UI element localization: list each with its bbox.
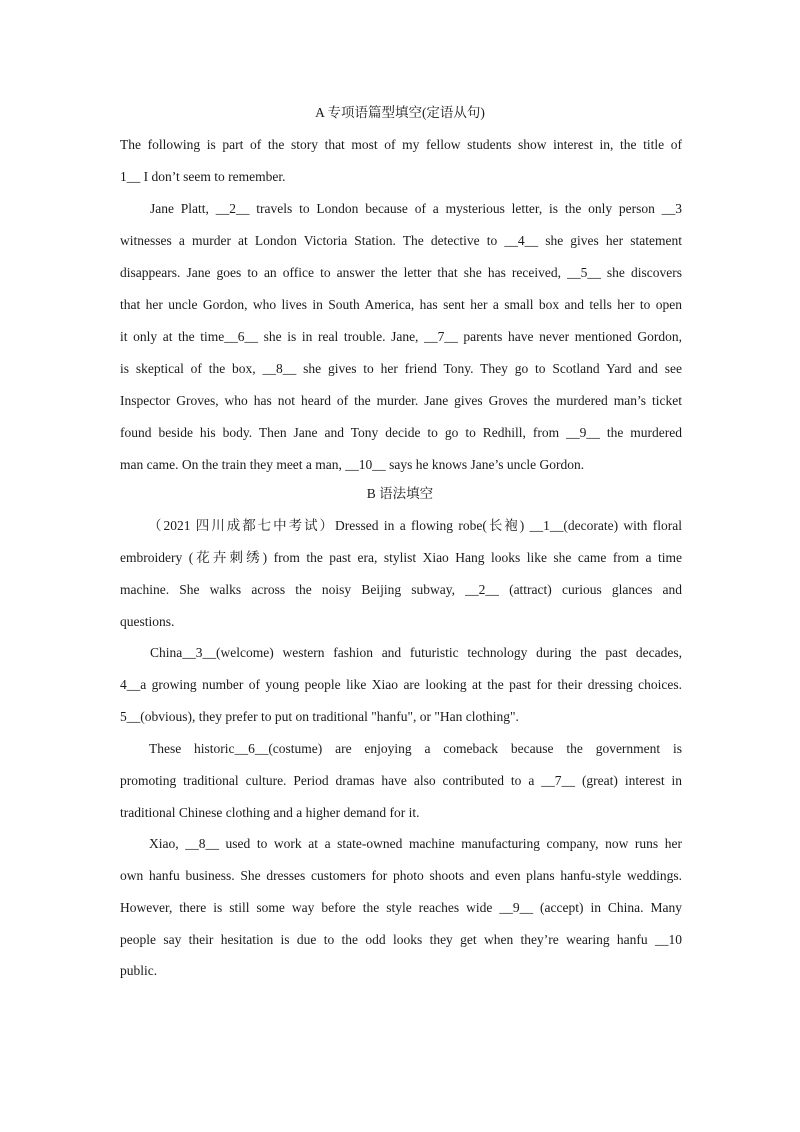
section-b-line-1 [148,516,682,536]
text: The following is part of the story that most of my fellow students show interest in, the title of [120,137,682,152]
blank-6: __6__ [224,329,258,344]
blank-1: __1__ [529,518,564,533]
blank-2: __2__ [465,582,499,597]
blank-7: __7__ [541,773,576,788]
section-b-line-15 [120,961,682,981]
text: （2021 四川成都七中考试）Dressed in a flowing robe(长袍) [148,518,530,533]
section-b-line-3 [120,580,682,600]
blank-6: __6__ [234,741,269,756]
blank-4: __4__ [504,233,539,248]
blank-2: __2__ [215,201,250,216]
section-a-line-8 [120,359,682,379]
section-a-line-11 [120,455,682,475]
text: (attract) curious glances and [498,582,682,597]
section-b-line-6 [120,675,682,695]
section-b-line-11 [149,834,682,854]
text: she discovers [600,265,683,280]
section-b-line-2 [120,548,682,568]
text: man came. On the train they meet a man, [120,457,346,472]
text: I don’t seem to remember. [140,169,286,184]
text: a growing number of young people like Xiao are looking at the past for their dressing choices. [140,677,682,692]
text: is skeptical of the box, [120,361,263,376]
section-a-line-9 [120,391,682,411]
blank-4: 4__ [120,677,141,692]
text: (welcome) western fashion and futuristic technology during the past decades, [216,645,682,660]
text: found beside his body. Then Jane and Tony decide to go to Redhill, from [120,425,567,440]
section-a-line-2 [120,167,682,187]
blank-10: __10 [655,932,682,947]
text: says he knows Jane’s uncle Gordon. [385,457,585,472]
text: China [150,645,183,660]
blank-9: __9__ [566,425,600,440]
text: embroidery (花卉刺绣) from the past era, stylist Xiao Hang looks like she came from a time [120,550,682,565]
text: people say their hesitation is due to the odd looks they get when they’re wearing hanfu [120,932,655,947]
section-b-line-5 [150,643,682,663]
text: she gives to her friend Tony. They go to Scotland Yard and see [296,361,683,376]
section-b-line-7 [120,707,682,727]
text: Xiao, [149,836,186,851]
blank-3: __3__ [182,645,216,660]
text: disappears. Jane goes to an office to answer the letter that she has received, [120,265,568,280]
section-b-line-12 [120,866,682,886]
text: used to work at a state-owned machine manufacturing company, now runs her [218,836,682,851]
section-b-line-13 [120,898,682,918]
text: machine. She walks across the noisy Beijing subway, [120,582,466,597]
section-b-line-9 [120,771,682,791]
blank-10: __10__ [345,457,386,472]
blank-3: __3 [661,201,682,216]
blank-9: __9__ [499,900,534,915]
text: These historic [149,741,235,756]
blank-1: 1__ [120,169,141,184]
text: own hanfu business. She dresses customers for photo shoots and even plans hanfu-style weddings. [120,868,682,883]
text: traditional Chinese clothing and a higher demand for it. [120,805,420,820]
text: Jane Platt, [150,201,216,216]
section-a-line-5 [120,263,682,283]
text: (obvious), they prefer to put on traditional "hanfu", or "Han clothing". [140,709,519,724]
section-a-line-4 [120,231,682,251]
text: (costume) are enjoying a comeback because the government is [268,741,682,756]
text: Inspector Groves, who has not heard of the murder. Jane gives Groves the murdered man’s ticket [120,393,682,408]
text: public. [120,963,158,978]
section-b-line-8 [149,739,682,759]
text: the murdered [599,425,683,440]
text: travels to London because of a mysterious letter, is the only person [249,201,662,216]
section-b-line-14 [120,930,682,950]
section-b-title: B 语法填空 [366,486,434,501]
section-a-line-10 [120,423,682,443]
text: she gives her statement [538,233,682,248]
section-a-title: A 专项语篇型填空(定语从句) [315,105,485,120]
text: witnesses a murder at London Victoria Station. The detective to [120,233,505,248]
text: it only at the time [120,329,225,344]
blank-7: __7__ [424,329,458,344]
text: However, there is still some way before the style reaches wide [120,900,500,915]
text: she is in real trouble. Jane, [257,329,425,344]
blank-5: 5__ [120,709,141,724]
section-a-line-3 [150,199,682,219]
section-a-line-6 [120,295,682,315]
text: questions. [120,614,175,629]
text: (decorate) with floral [563,518,682,533]
section-a-line-1 [120,135,682,155]
text: parents have never mentioned Gordon, [457,329,682,344]
section-b-line-4 [120,612,682,632]
section-b-line-10 [120,803,682,823]
section-a-line-7 [120,327,682,347]
text: that her uncle Gordon, who lives in South America, has sent her a small box and tells her to open [120,297,682,312]
text: (great) interest in [575,773,682,788]
text: promoting traditional culture. Period dramas have also contributed to a [120,773,542,788]
blank-8: __8__ [185,836,219,851]
blank-8: __8__ [262,361,297,376]
text: (accept) in China. Many [533,900,683,915]
blank-5: __5__ [567,265,601,280]
